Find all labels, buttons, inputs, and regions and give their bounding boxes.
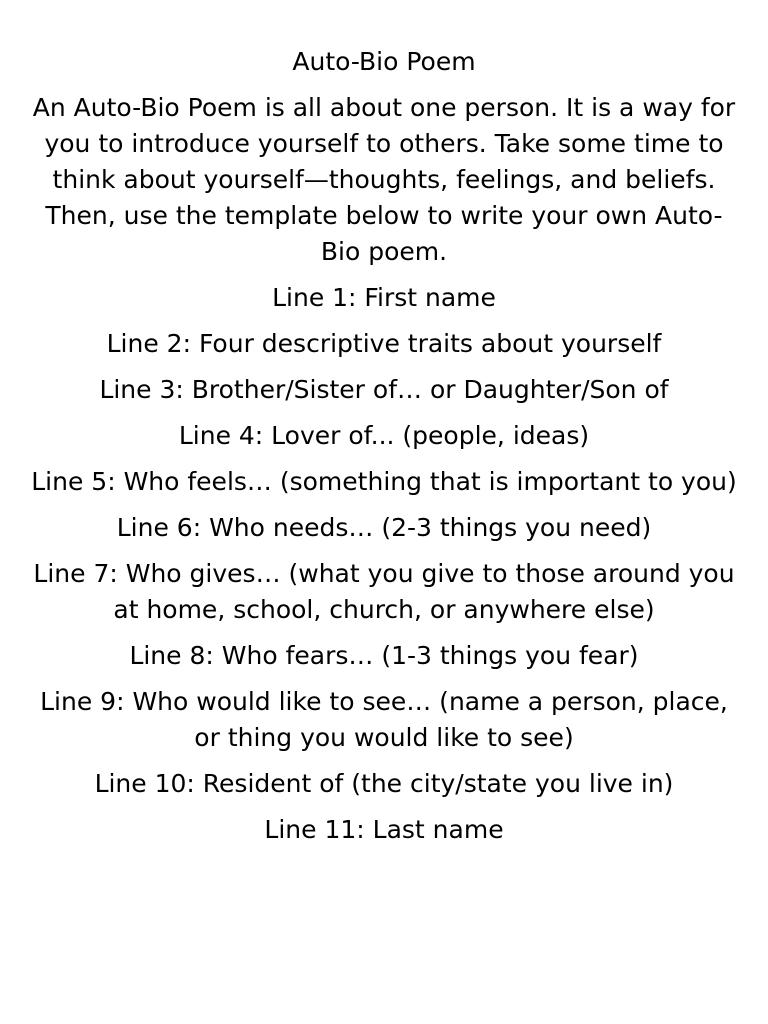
template-line-6: Line 6: Who needs… (2-3 things you need) (116, 513, 652, 542)
template-line-11: Line 11: Last name (264, 815, 504, 844)
template-line-5: Line 5: Who feels… (something that is important to you) (31, 467, 737, 496)
template-line-8: Line 8: Who fears… (1-3 things you fear) (129, 641, 639, 670)
template-line-9: Line 9: Who would like to see… (name a person, place, or thing you would like to see) (40, 687, 728, 752)
intro-paragraph: An Auto-Bio Poem is all about one person. It is a way for you to introduce yourself to others. Take some time to think about yourself—thoughts, feelings, and beliefs. Then, use the template below to write your own Auto-Bio poem. (32, 93, 736, 266)
template-line-2: Line 2: Four descriptive traits about yourself (106, 329, 662, 358)
poem-template-list (30, 280, 738, 848)
template-line-7: Line 7: Who gives… (what you give to those around you at home, school, church, or anywhere else) (33, 559, 735, 624)
template-line-10: Line 10: Resident of (the city/state you live in) (94, 769, 674, 798)
document-page (30, 44, 738, 858)
template-line-1: Line 1: First name (272, 283, 496, 312)
template-line-4: Line 4: Lover of... (people, ideas) (178, 421, 590, 450)
page-title: Auto-Bio Poem (292, 47, 476, 76)
template-line-3: Line 3: Brother/Sister of… or Daughter/Son of (99, 375, 669, 404)
